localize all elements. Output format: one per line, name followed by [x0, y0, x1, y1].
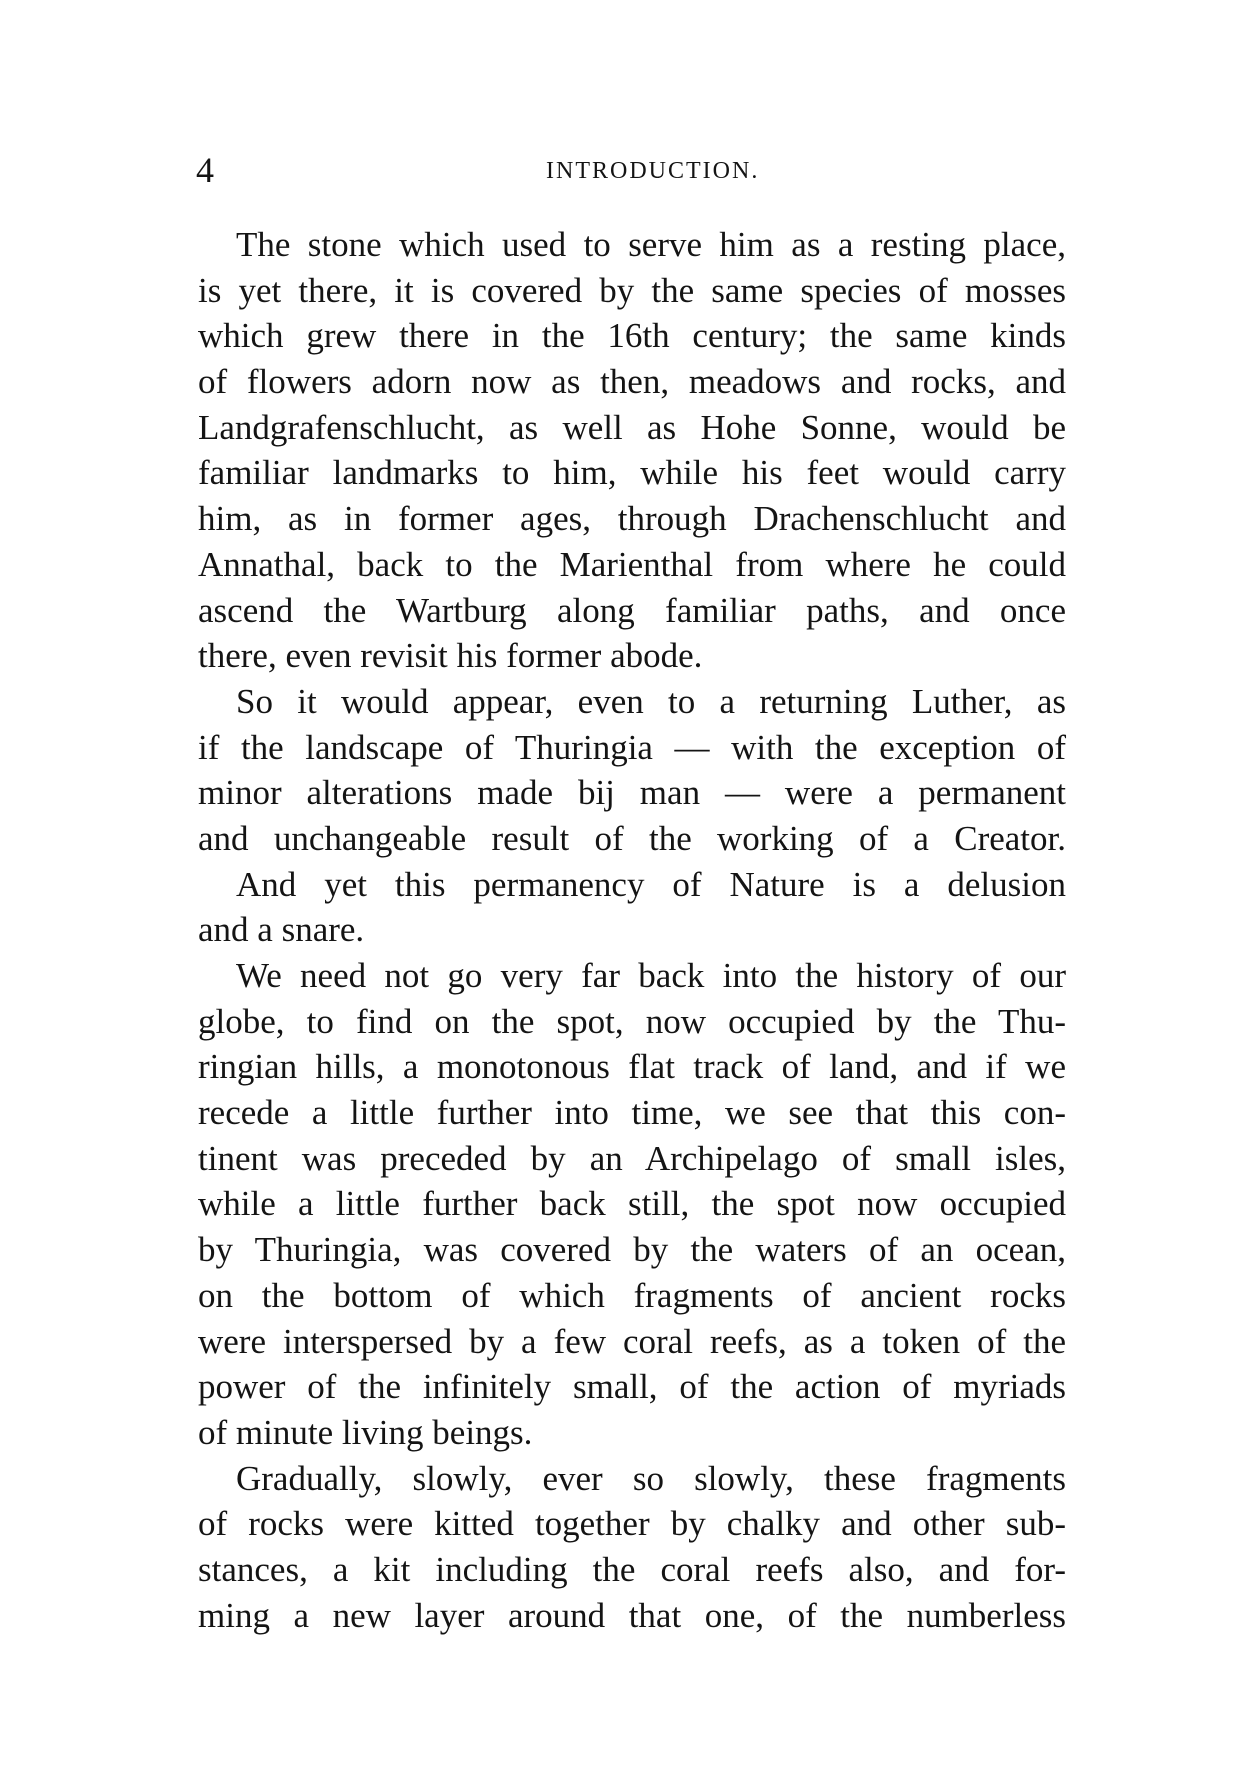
text-line: Annathal, back to the Marienthal from where he could — [198, 544, 1066, 584]
text-line: and a snare. — [198, 910, 365, 950]
running-head — [196, 150, 1066, 190]
text-line: of minute living beings. — [198, 1412, 533, 1452]
running-title: INTRODUCTION. — [546, 158, 760, 184]
text-line: on the bottom of which fragments of ancient rocks — [198, 1275, 1066, 1315]
text-line: is yet there, it is covered by the same species of mosses — [198, 270, 1066, 310]
text-line: ming a new layer around that one, of the numberless — [198, 1595, 1066, 1635]
text-line: We need not go very far back into the history of our — [236, 956, 1066, 995]
text-line: ascend the Wartburg along familiar paths, and once — [198, 590, 1066, 630]
text-line: globe, to find on the spot, now occupied by the Thu- — [198, 1001, 1066, 1041]
text-line: Landgrafenschlucht, as well as Hohe Sonne, would be — [198, 407, 1066, 447]
body-text — [198, 222, 1066, 1638]
text-line: And yet this permanency of Nature is a delusion — [236, 864, 1066, 904]
text-line: recede a little further into time, we see that this con- — [198, 1093, 1066, 1133]
text-line: were interspersed by a few coral reefs, as a token of the — [198, 1321, 1066, 1361]
text-line: by Thuringia, was covered by the waters of an ocean, — [198, 1230, 1066, 1270]
text-line: ringian hills, a monotonous flat track of land, and if we — [198, 1047, 1066, 1087]
text-line: while a little further back still, the spot now occupied — [198, 1184, 1066, 1224]
text-line: stances, a kit including the coral reefs also, and for- — [198, 1549, 1066, 1589]
text-line: which grew there in the 16th century; the same kinds — [198, 316, 1066, 356]
text-line: minor alterations made bij man — were a permanent — [198, 773, 1066, 813]
text-line: if the landscape of Thuringia — with the exception of — [198, 727, 1066, 767]
text-line: of rocks were kitted together by chalky and other sub- — [198, 1504, 1066, 1544]
text-line: The stone which used to serve him as a resting place, — [236, 225, 1066, 264]
text-line: familiar landmarks to him, while his feet would carry — [198, 453, 1066, 493]
text-line: power of the infinitely small, of the action of myriads — [198, 1367, 1066, 1407]
text-line: him, as in former ages, through Drachenschlucht and — [198, 499, 1066, 539]
text-line: So it would appear, even to a returning Luther, as — [236, 681, 1066, 721]
text-line: tinent was preceded by an Archipelago of small isles, — [198, 1138, 1066, 1178]
text-line: Gradually, slowly, ever so slowly, these fragments — [236, 1458, 1066, 1498]
text-line: there, even revisit his former abode. — [198, 636, 703, 676]
page-number: 4 — [196, 150, 214, 190]
text-line: of flowers adorn now as then, meadows and rocks, and — [198, 362, 1066, 402]
text-line: and unchangeable result of the working of a Creator. — [198, 818, 1066, 858]
